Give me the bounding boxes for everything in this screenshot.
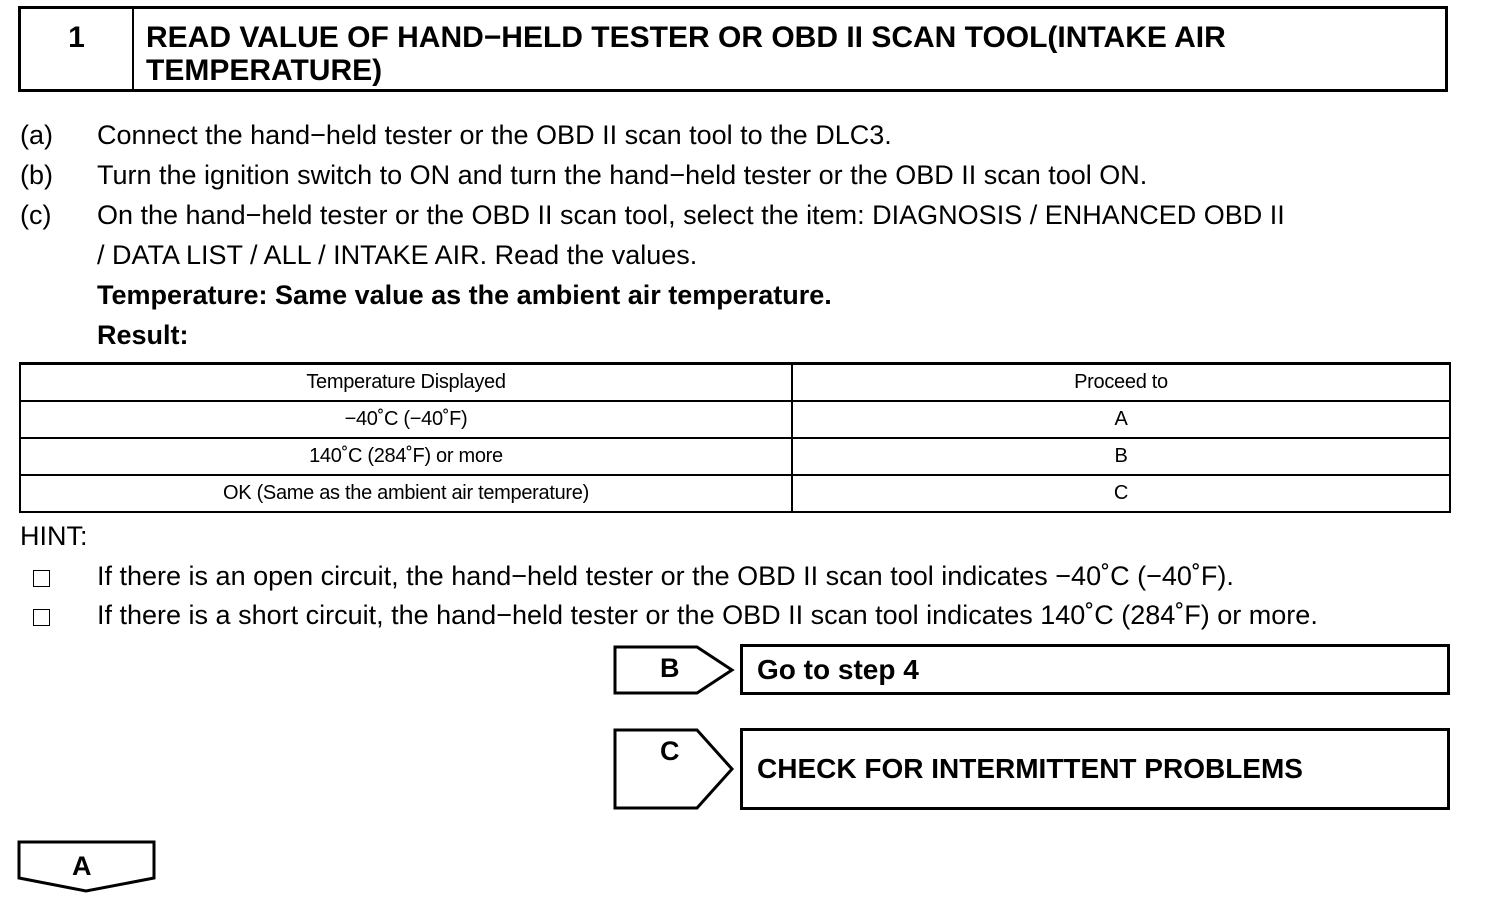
result-label: Result: [97,320,189,350]
table-header-proceed: Proceed to [792,364,1450,402]
spec-text: Temperature: Same value as the ambient air temperature. [97,280,832,310]
table-cell-proceed: A [792,401,1450,438]
hint-item-1: If there is an open circuit, the hand−held tester or the OBD II scan tool indicates −40˚C (−40˚F). [97,561,1234,591]
table-row [20,475,1450,512]
result-table [19,362,1451,513]
instruction-b-text: Turn the ignition switch to ON and turn the hand−held tester or the OBD II scan tool ON. [97,160,1148,190]
instruction-c-text: On the hand−held tester or the OBD II scan tool, select the item: DIAGNOSIS / ENHANCED OBD II [97,200,1285,230]
table-cell-temperature: OK (Same as the ambient air temperature) [20,475,792,512]
branch-c-action: CHECK FOR INTERMITTENT PROBLEMS [740,728,1450,810]
step-header [18,6,1448,92]
branch-b-letter: B [660,653,680,683]
table-row [20,438,1450,475]
bullet-square-icon [33,570,50,587]
hint-label: HINT: [20,521,88,551]
step-title-line2: TEMPERATURE) [146,54,383,87]
step-number: 1 [21,9,134,89]
step-title [134,9,1445,89]
instruction-c-label: (c) [20,200,52,230]
table-cell-proceed: C [792,475,1450,512]
table-cell-proceed: B [792,438,1450,475]
bullet-square-icon [33,609,50,626]
instruction-a-label: (a) [20,120,53,150]
step-title-line1: READ VALUE OF HAND−HELD TESTER OR OBD II SCAN TOOL(INTAKE AIR [146,21,1226,54]
branch-c-letter: C [660,736,680,766]
table-header-temperature: Temperature Displayed [20,364,792,402]
table-cell-temperature: −40˚C (−40˚F) [20,401,792,438]
table-row [20,401,1450,438]
hint-item-2: If there is a short circuit, the hand−held tester or the OBD II scan tool indicates 140˚C (284˚F) or more. [97,600,1318,630]
instruction-c-text-continued: / DATA LIST / ALL / INTAKE AIR. Read the values. [97,240,698,270]
continue-a-letter: A [72,851,92,881]
instruction-a-text: Connect the hand−held tester or the OBD II scan tool to the DLC3. [97,120,892,150]
instruction-b-label: (b) [20,160,53,190]
branch-b-action: Go to step 4 [740,644,1450,695]
table-cell-temperature: 140˚C (284˚F) or more [20,438,792,475]
table-header-row [20,364,1450,402]
